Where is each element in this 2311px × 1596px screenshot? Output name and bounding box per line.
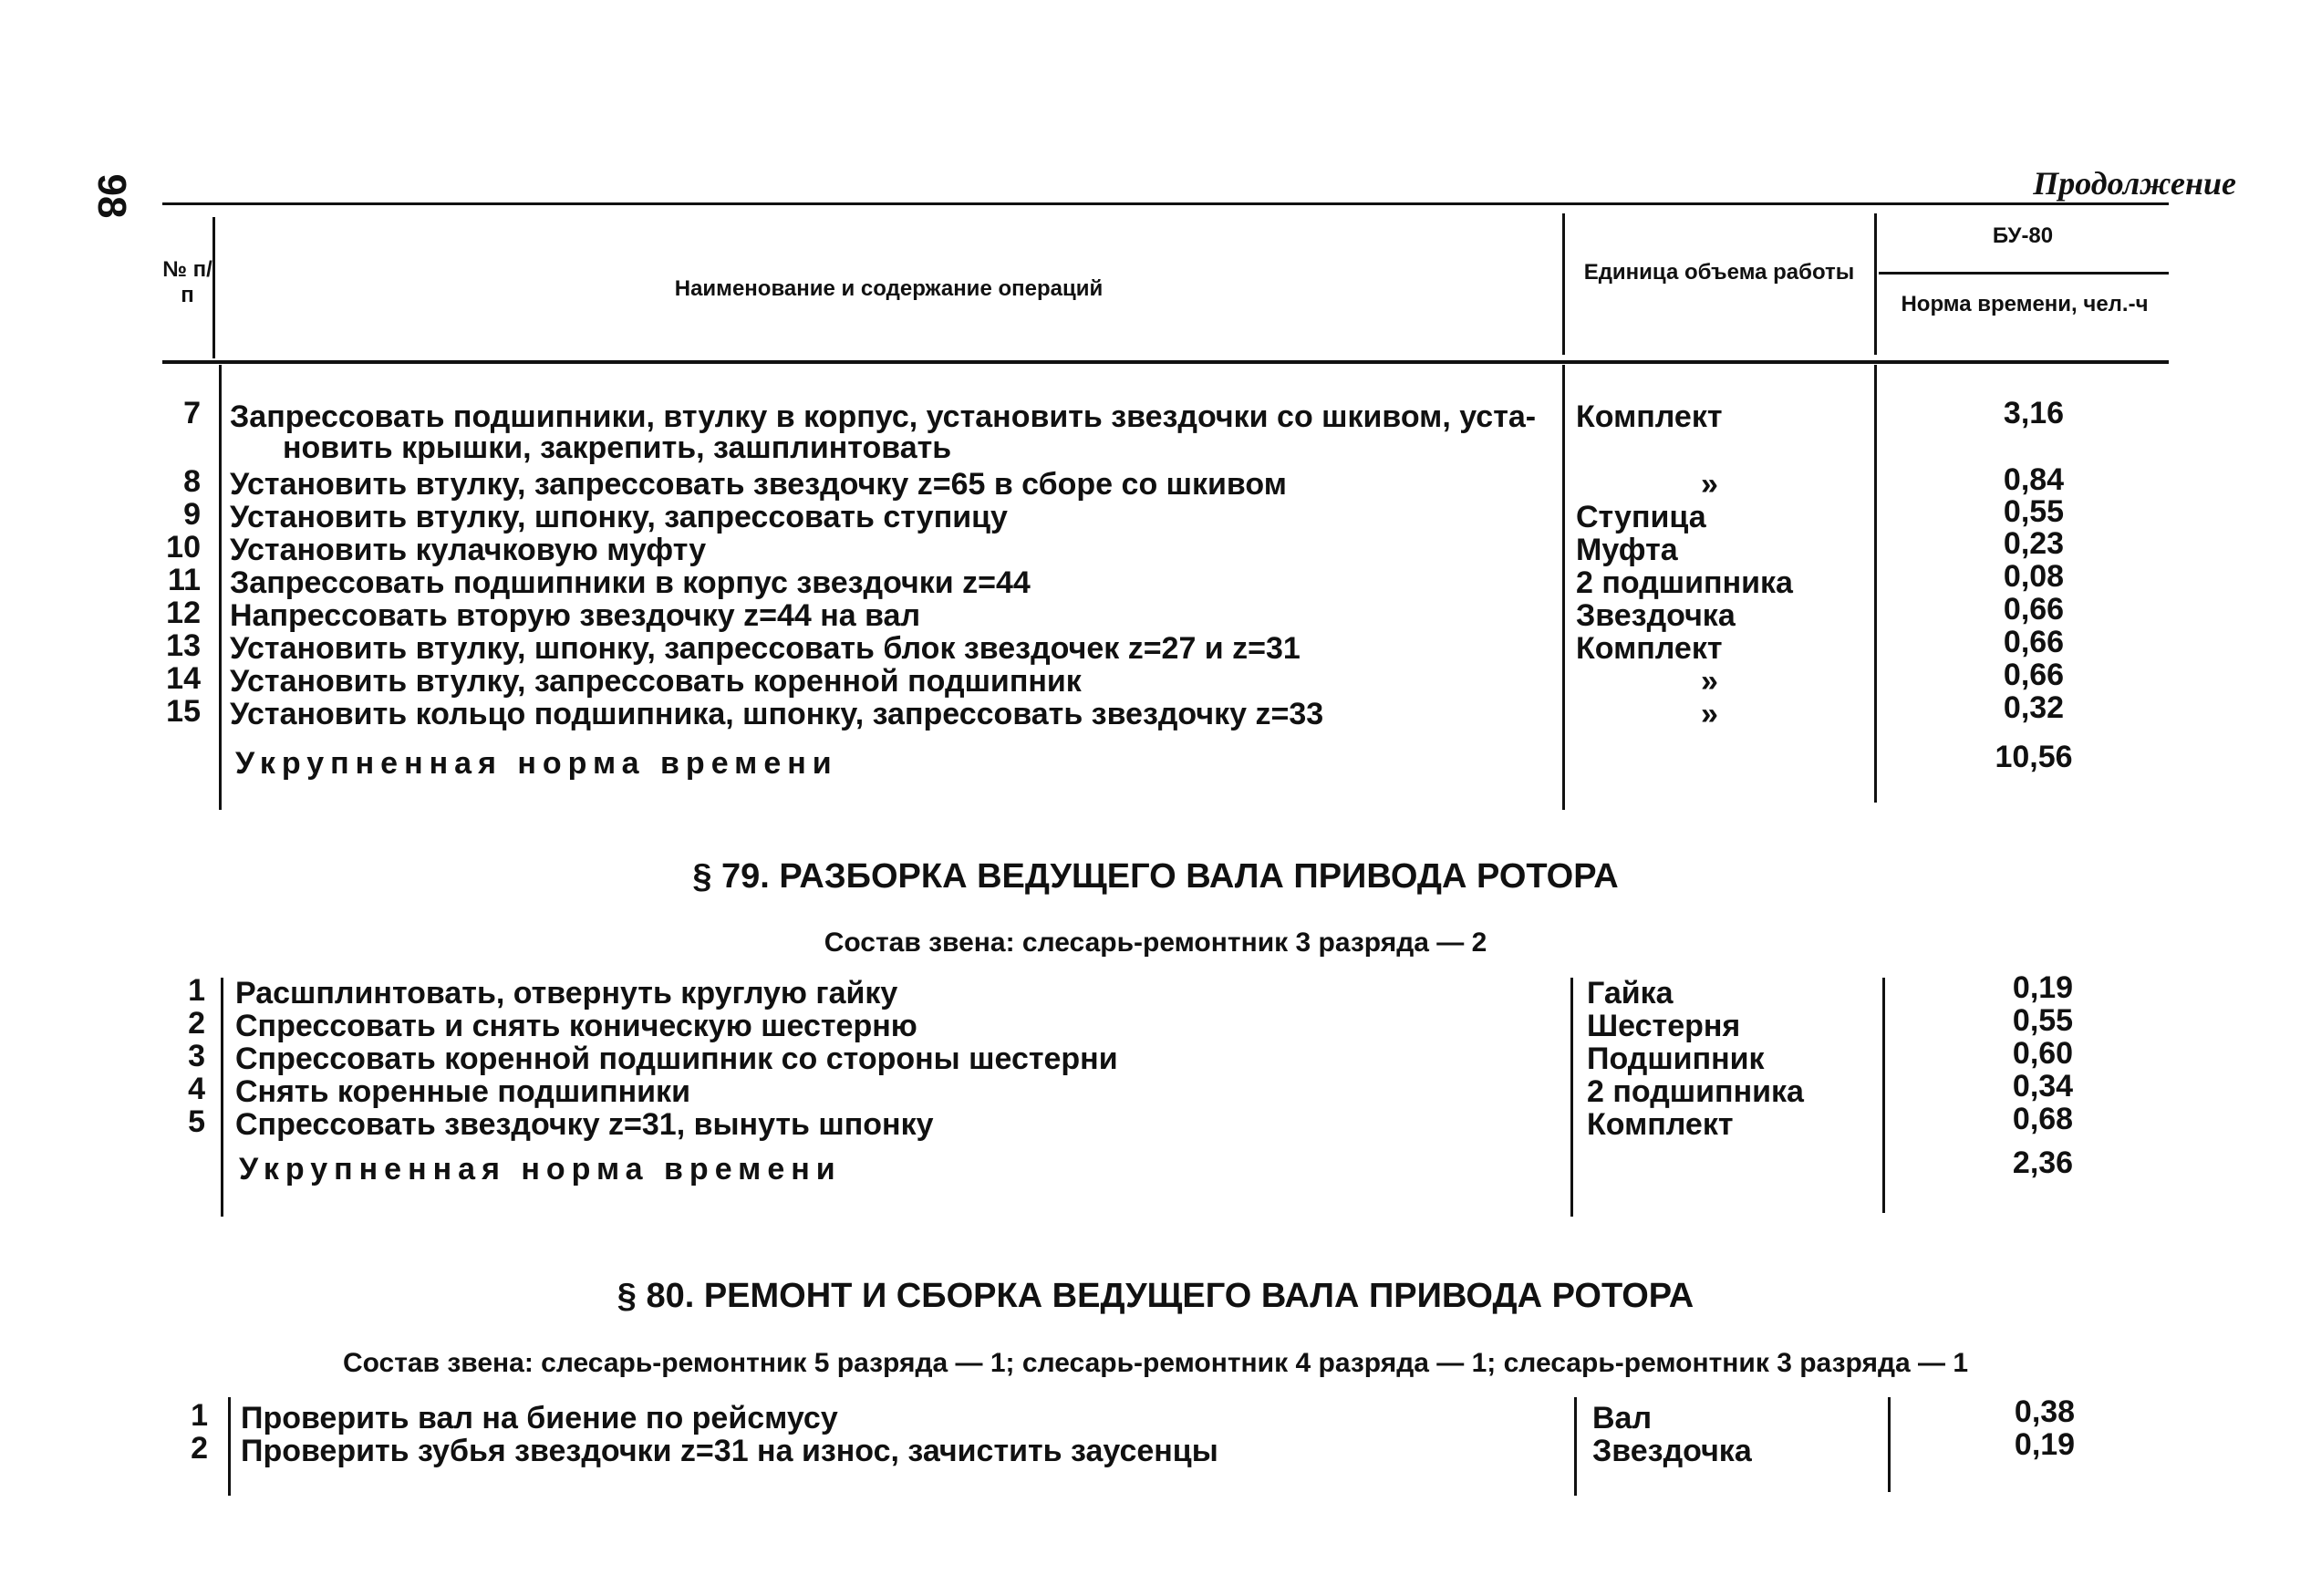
row-unit: Муфта bbox=[1576, 533, 1678, 567]
row-unit: Комплект bbox=[1576, 399, 1723, 434]
table1-col-divider-2 bbox=[1562, 365, 1565, 810]
header-machine: БУ-80 bbox=[1992, 223, 2054, 248]
row-value: 3,16 bbox=[2003, 396, 2065, 430]
section80-col-divider-3 bbox=[1888, 1397, 1891, 1492]
row-value: 0,66 bbox=[2003, 658, 2065, 692]
header-name: Наименование и содержание операций bbox=[674, 276, 1104, 301]
row-number: 7 bbox=[183, 396, 201, 430]
continuation-label: Продолжение bbox=[2033, 165, 2236, 202]
row-number: 1 bbox=[188, 973, 205, 1008]
row-description: Расшплинтовать, отвернуть круглую гайку bbox=[235, 976, 898, 1010]
section-79-composition: Состав звена: слесарь-ремонтник 3 разряда — 2 bbox=[824, 928, 1487, 958]
row-value: 0,19 bbox=[2014, 1427, 2076, 1462]
section-80-title: § 80. РЕМОНТ И СБОРКА ВЕДУЩЕГО ВАЛА ПРИВОДА РОТОРА bbox=[617, 1277, 1694, 1315]
row-number: 5 bbox=[188, 1104, 205, 1139]
table1-col-divider-3 bbox=[1874, 365, 1877, 803]
page-number: 98 bbox=[89, 173, 134, 219]
row-value: 0,23 bbox=[2003, 526, 2065, 561]
section-80-composition: Состав звена: слесарь-ремонтник 5 разряда — 1; слесарь-ремонтник 4 разряда — 1; слесарь-ремонтник 3 разряда — 1 bbox=[342, 1348, 1969, 1378]
row-unit: Комплект bbox=[1587, 1107, 1734, 1142]
row-value: 0,19 bbox=[2012, 970, 2074, 1005]
row-description: Установить втулку, запрессовать коренной подшипник bbox=[230, 664, 1082, 699]
row-number: 14 bbox=[166, 661, 201, 696]
row-unit: » bbox=[1701, 664, 1718, 699]
row-value: 0,55 bbox=[2012, 1003, 2074, 1038]
row-description: Спрессовать коренной подшипник со стороны шестерни bbox=[235, 1042, 1118, 1076]
row-unit: 2 подшипника bbox=[1576, 565, 1793, 600]
row-number: 8 bbox=[183, 464, 201, 499]
row-unit: Ступица bbox=[1576, 500, 1706, 534]
row-number: 2 bbox=[188, 1006, 205, 1041]
row-value: 0,38 bbox=[2014, 1394, 2076, 1429]
table1-total-label: Укрупненная норма времени bbox=[235, 746, 838, 781]
row-number: 10 bbox=[166, 530, 201, 565]
row-number: 1 bbox=[191, 1398, 208, 1433]
row-number: 3 bbox=[188, 1039, 205, 1073]
row-unit: Звездочка bbox=[1576, 598, 1736, 633]
row-unit: » bbox=[1701, 467, 1718, 502]
row-value: 0,32 bbox=[2003, 690, 2065, 725]
row-description: Установить кольцо подшипника, шпонку, запрессовать звездочку z=33 bbox=[230, 697, 1324, 731]
table1-col-divider-1 bbox=[219, 365, 222, 810]
row-number: 9 bbox=[183, 497, 201, 532]
row-unit: Звездочка bbox=[1592, 1434, 1752, 1468]
row-number: 13 bbox=[166, 628, 201, 663]
section80-col-divider-1 bbox=[228, 1397, 231, 1496]
row-value: 0,68 bbox=[2012, 1102, 2074, 1136]
section79-total-label: Укрупненная норма времени bbox=[239, 1152, 842, 1187]
row-description: Проверить вал на биение по рейсмусу bbox=[241, 1401, 838, 1435]
header-col-divider-2 bbox=[1562, 213, 1565, 355]
row-value: 0,55 bbox=[2003, 494, 2065, 529]
header-top-rule bbox=[162, 202, 2169, 205]
header-norm: Норма времени, чел.-ч bbox=[1901, 292, 2149, 316]
header-sub-rule bbox=[1879, 272, 2169, 275]
row-description: Спрессовать звездочку z=31, вынуть шпонку bbox=[235, 1107, 934, 1142]
section-79-title: § 79. РАЗБОРКА ВЕДУЩЕГО ВАЛА ПРИВОДА РОТОРА bbox=[692, 857, 1619, 896]
row-description: Снять коренные подшипники bbox=[235, 1074, 690, 1109]
header-bottom-rule bbox=[162, 360, 2169, 364]
section80-col-divider-2 bbox=[1574, 1397, 1577, 1496]
row-number: 12 bbox=[166, 596, 201, 630]
row-unit: Комплект bbox=[1576, 631, 1723, 666]
row-description: Запрессовать подшипники в корпус звездочки z=44 bbox=[230, 565, 1031, 600]
row-description-continued: новить крышки, закрепить, зашплинтовать bbox=[283, 430, 952, 465]
row-description: Установить втулку, шпонку, запрессовать блок звездочек z=27 и z=31 bbox=[230, 631, 1301, 666]
section79-col-divider-2 bbox=[1570, 978, 1573, 1217]
row-description: Спрессовать и снять коническую шестерню bbox=[235, 1009, 917, 1043]
row-unit: Подшипник bbox=[1587, 1042, 1765, 1076]
header-unit: Единица объема работы bbox=[1583, 260, 1855, 285]
row-description: Проверить зубья звездочки z=31 на износ, зачистить заусенцы bbox=[241, 1434, 1218, 1468]
row-unit: Шестерня bbox=[1587, 1009, 1741, 1043]
row-number: 2 bbox=[191, 1431, 208, 1466]
row-value: 0,66 bbox=[2003, 625, 2065, 659]
row-number: 11 bbox=[168, 563, 201, 597]
row-number: 15 bbox=[166, 694, 201, 729]
row-unit: 2 подшипника bbox=[1587, 1074, 1804, 1109]
section79-col-divider-3 bbox=[1882, 978, 1885, 1213]
row-value: 0,08 bbox=[2003, 559, 2065, 594]
row-description: Установить втулку, запрессовать звездочку z=65 в сборе со шкивом bbox=[230, 467, 1287, 502]
row-value: 0,84 bbox=[2003, 462, 2065, 497]
row-description: Напрессовать вторую звездочку z=44 на вал bbox=[230, 598, 921, 633]
row-description: Установить кулачковую муфту bbox=[230, 533, 707, 567]
row-description: Установить втулку, шпонку, запрессовать ступицу bbox=[230, 500, 1008, 534]
header-num: № п/п bbox=[162, 257, 212, 307]
row-unit: » bbox=[1701, 697, 1718, 731]
row-value: 0,60 bbox=[2012, 1036, 2074, 1071]
row-unit: Вал bbox=[1592, 1401, 1653, 1435]
section79-col-divider-1 bbox=[221, 978, 223, 1217]
row-number: 4 bbox=[188, 1072, 205, 1106]
row-description: Запрессовать подшипники, втулку в корпус, установить звездочки со шкивом, уста- bbox=[230, 399, 1537, 434]
table1-total-value: 10,56 bbox=[1995, 740, 2073, 774]
section79-total-value: 2,36 bbox=[2012, 1145, 2074, 1180]
row-value: 0,34 bbox=[2012, 1069, 2074, 1104]
row-value: 0,66 bbox=[2003, 592, 2065, 627]
row-unit: Гайка bbox=[1587, 976, 1674, 1010]
